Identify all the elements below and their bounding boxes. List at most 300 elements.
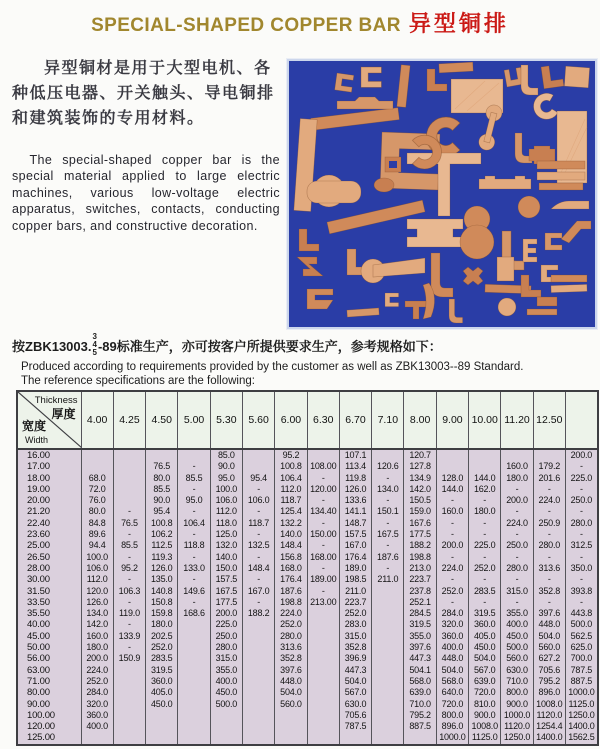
width-cell: 63.00 [17,665,81,676]
table-cell: 625.0 [565,642,597,653]
table-cell: 112.0 [81,574,113,585]
table-cell: 156.8 [275,552,307,563]
table-cell: 106.2 [146,529,178,540]
table-cell: - [436,574,468,585]
table-cell: 225.0 [565,473,597,484]
table-cell: 148.7 [339,518,371,529]
table-cell [146,710,178,721]
table-cell: 443.8 [565,608,597,619]
table-cell: 90.0 [210,461,242,472]
table-cell: 167.6 [404,518,436,529]
table-cell: 125.4 [275,506,307,517]
thickness-header: 11.20 [501,391,533,449]
table-cell: 157.5 [210,574,242,585]
table-cell [178,699,210,710]
table-cell: 1008.0 [469,721,501,732]
table-cell: 148.4 [275,540,307,551]
table-cell: 400.0 [436,642,468,653]
table-cell [178,653,210,664]
width-cell: 21.20 [17,506,81,517]
table-cell: - [178,461,210,472]
table-cell: 283.0 [339,619,371,630]
table-row [17,619,598,630]
table-cell [436,461,468,472]
table-cell: 140.0 [275,529,307,540]
table-cell: 450.0 [501,631,533,642]
width-cell: 35.50 [17,608,81,619]
table-cell: - [436,495,468,506]
table-cell [178,721,210,732]
table-cell: 280.0 [275,631,307,642]
thickness-header: 4.00 [81,391,113,449]
table-cell [113,495,145,506]
thickness-header: 5.60 [242,391,274,449]
table-row [17,461,598,472]
intro-paragraph-english: The special-shaped copper bar is the special material applied to large electric machines, various low-voltage electric apparatus, switches, contacts, conducting copper bars, and constructive decoration. [12,153,280,233]
table-cell [242,665,274,676]
table-cell: - [469,529,501,540]
corner-thickness-en-label: Thickness [34,395,78,406]
table-cell [372,608,404,619]
table-cell: 284.0 [436,608,468,619]
table-cell: 119.0 [113,608,145,619]
table-cell: 630.0 [501,665,533,676]
table-cell: 250.0 [501,540,533,551]
thickness-header: 7.10 [372,391,404,449]
table-cell: - [565,484,597,495]
page-title-english: SPECIAL-SHAPED COPPER BAR [91,15,401,36]
table-cell: 168.0 [275,563,307,574]
table-cell [372,699,404,710]
width-cell: 45.00 [17,631,81,642]
table-cell: 112.0 [275,484,307,495]
table-cell: - [178,574,210,585]
table-cell: 250.0 [210,631,242,642]
width-cell: 25.00 [17,540,81,551]
table-cell [372,676,404,687]
table-cell [178,619,210,630]
table-cell: 720.0 [469,687,501,698]
table-cell: 200.0 [501,495,533,506]
table-cell: 567.0 [339,687,371,698]
table-cell: 144.0 [436,484,468,495]
table-cell: 149.6 [178,586,210,597]
table-cell: 393.8 [565,586,597,597]
table-cell: - [113,642,145,653]
table-cell: 447.3 [404,653,436,664]
table-cell: 189.00 [307,574,339,585]
table-cell [146,449,178,461]
table-cell: 162.0 [469,484,501,495]
table-cell [275,710,307,721]
standard-english-2: The reference specifications are the following: [21,374,255,387]
table-cell: 710.0 [501,676,533,687]
page-title-chinese: 异型铜排 [408,11,509,36]
table-cell: 213.0 [404,563,436,574]
table-cell: 252.1 [404,597,436,608]
width-cell: 56.00 [17,653,81,664]
table-cell: 252.0 [81,676,113,687]
table-cell: 252.0 [275,619,307,630]
table-row [17,552,598,563]
table-cell [307,676,339,687]
table-cell: 177.5 [404,529,436,540]
table-cell: - [436,529,468,540]
table-cell: 132.5 [242,540,274,551]
table-cell: 810.0 [469,699,501,710]
table-cell: 126.0 [81,597,113,608]
table-cell: 352.8 [275,653,307,664]
table-cell [372,653,404,664]
table-cell: 405.0 [469,631,501,642]
table-cell: 95.4 [242,473,274,484]
table-row [17,631,598,642]
table-cell [307,449,339,461]
table-cell: 134.0 [372,484,404,495]
table-cell: - [307,563,339,574]
table-cell [178,687,210,698]
table-cell: 128.0 [436,473,468,484]
table-cell: 120.0 [81,586,113,597]
table-cell: 80.0 [146,473,178,484]
thickness-header: 5.00 [178,391,210,449]
table-cell: 560.0 [501,653,533,664]
copper-bars-photo [287,59,597,329]
table-cell: 118.7 [242,518,274,529]
table-cell: 319.5 [404,619,436,630]
table-cell: - [372,563,404,574]
table-cell: 252.0 [469,563,501,574]
table-cell: 198.8 [275,597,307,608]
table-cell: 107.1 [339,449,371,461]
table-cell: 159.0 [404,506,436,517]
table-cell: 504.0 [533,631,565,642]
table-cell: 639.0 [469,676,501,687]
table-cell: 108.00 [307,461,339,472]
width-cell: 33.50 [17,597,81,608]
table-cell: 560.0 [533,642,565,653]
table-row [17,608,598,619]
table-cell [242,732,274,744]
table-cell: 201.6 [533,473,565,484]
table-cell: 167.0 [339,540,371,551]
table-cell: 106.0 [242,495,274,506]
table-cell: 142.0 [81,619,113,630]
table-cell: - [469,495,501,506]
table-cell: 100.0 [81,552,113,563]
table-cell: 710.0 [404,699,436,710]
table-cell [242,687,274,698]
width-cell: 125.00 [17,732,81,744]
table-cell: 705.6 [533,665,565,676]
table-cell: 168.6 [178,608,210,619]
table-row [17,597,598,608]
table-cell [436,449,468,461]
table-cell: 397.6 [533,608,565,619]
table-cell: 360.0 [146,676,178,687]
table-cell: 68.0 [81,473,113,484]
table-cell: 252.0 [146,642,178,653]
table-row [17,563,598,574]
table-cell: 312.5 [565,540,597,551]
table-corner-cell [17,391,81,449]
table-cell [113,710,145,721]
table-cell: 95.2 [275,449,307,461]
table-row [17,484,598,495]
table-cell: 448.0 [533,619,565,630]
table-cell: 200.0 [565,449,597,461]
table-cell: 84.8 [81,518,113,529]
table-cell: 352.8 [533,586,565,597]
table-row [17,506,598,517]
table-cell [339,732,371,744]
table-cell: - [113,597,145,608]
table-cell: 140.0 [210,552,242,563]
table-cell [307,699,339,710]
table-cell: 252.0 [436,586,468,597]
table-row [17,473,598,484]
width-cell: 40.00 [17,619,81,630]
table-cell: 320.0 [436,619,468,630]
table-cell: 313.6 [275,642,307,653]
table-cell: 106.3 [113,586,145,597]
table-cell: - [533,574,565,585]
table-cell: - [113,552,145,563]
table-cell: 224.0 [533,495,565,506]
table-cell: 132.2 [275,518,307,529]
width-cell: 26.50 [17,552,81,563]
table-row [17,665,598,676]
thickness-header: 4.25 [113,391,145,449]
table-cell: 396.9 [339,653,371,664]
table-cell: - [565,461,597,472]
table-cell: 397.6 [275,665,307,676]
table-cell: 187.6 [275,586,307,597]
table-cell: 400.0 [81,721,113,732]
table-cell: 360.0 [469,619,501,630]
table-cell [307,721,339,732]
table-cell [113,676,145,687]
table-cell [404,732,436,744]
table-cell: 562.5 [565,631,597,642]
table-cell: 447.3 [339,665,371,676]
table-row [17,721,598,732]
table-cell: - [178,597,210,608]
table-cell: 187.6 [372,552,404,563]
table-cell: - [307,586,339,597]
table-row [17,574,598,585]
table-cell: 89.6 [81,529,113,540]
thickness-header: 6.00 [275,391,307,449]
table-cell: 180.0 [81,642,113,653]
table-cell [242,461,274,472]
table-cell: 800.0 [436,710,468,721]
intro-paragraph-chinese: 异型铜材是用于大型电机、各种低压电器、开关触头、导电铜排和建筑装饰的专用材料。 [12,60,275,127]
width-cell: 80.00 [17,687,81,698]
table-cell [469,461,501,472]
table-cell: 1125.0 [565,699,597,710]
table-cell [178,631,210,642]
table-cell [178,732,210,744]
table-cell: 1562.5 [565,732,597,744]
table-cell: 126.0 [339,484,371,495]
table-cell [178,642,210,653]
table-cell: - [372,495,404,506]
table-cell: 167.5 [372,529,404,540]
table-cell: - [372,540,404,551]
table-cell: 150.0 [210,563,242,574]
table-cell: 320.0 [81,699,113,710]
table-cell: 200.0 [436,540,468,551]
table-cell [113,461,145,472]
page-title [0,7,600,38]
thickness-header: 8.00 [404,391,436,449]
table-cell [210,710,242,721]
table-cell [372,449,404,461]
table-cell: 640.0 [436,687,468,698]
table-cell: 250.0 [565,495,597,506]
table-cell: 700.0 [565,653,597,664]
corner-width-zh-label: 宽度 [22,419,47,433]
table-cell: 1125.0 [469,732,501,744]
standard-prefix: 按ZBK13003. [12,338,92,354]
table-cell: 900.0 [501,699,533,710]
table-cell: 504.0 [275,687,307,698]
table-cell: 85.5 [146,484,178,495]
table-cell: 224.0 [81,665,113,676]
table-cell: 352.8 [339,642,371,653]
table-cell: 283.5 [146,653,178,664]
table-cell: 142.0 [404,484,436,495]
table-row [17,676,598,687]
table-cell [307,665,339,676]
table-cell: 350.0 [565,563,597,574]
table-cell: 315.0 [210,653,242,664]
table-cell: 179.2 [533,461,565,472]
table-cell: 76.5 [146,461,178,472]
table-cell: - [469,518,501,529]
width-cell: 22.40 [17,518,81,529]
table-cell: 900.0 [469,710,501,721]
table-cell [81,461,113,472]
table-cell [307,642,339,653]
table-cell: - [565,529,597,540]
table-cell: 627.2 [533,653,565,664]
width-cell: 100.00 [17,710,81,721]
table-cell: 1250.0 [501,732,533,744]
table-cell: 560.0 [275,699,307,710]
table-cell: 504.0 [436,665,468,676]
table-cell: 176.4 [275,574,307,585]
width-cell: 30.00 [17,574,81,585]
table-cell: 504.0 [339,676,371,687]
table-cell: 1120.0 [501,721,533,732]
table-cell: 118.7 [275,495,307,506]
table-cell: 1254.4 [533,721,565,732]
table-cell: 280.0 [565,518,597,529]
table-cell: - [307,473,339,484]
table-cell: 224.0 [501,518,533,529]
table-cell: - [436,552,468,563]
table-cell: - [565,552,597,563]
table-cell: 1120.0 [533,710,565,721]
table-cell: 95.4 [146,506,178,517]
table-cell: 119.3 [146,552,178,563]
table-cell: - [469,552,501,563]
table-cell: 141.1 [339,506,371,517]
table-cell [275,721,307,732]
table-cell: - [307,495,339,506]
table-row [17,586,598,597]
table-cell: 200.0 [210,608,242,619]
table-cell: 144.0 [469,473,501,484]
corner-thickness-zh-label: 厚度 [51,407,76,421]
table-cell: 94.4 [81,540,113,551]
table-cell: - [436,597,468,608]
table-cell [113,721,145,732]
table-row [17,687,598,698]
table-cell [242,676,274,687]
table-cell: - [533,484,565,495]
width-cell: 90.00 [17,699,81,710]
table-cell: 225.0 [210,619,242,630]
table-cell: 896.0 [436,721,468,732]
table-cell: 150.8 [146,597,178,608]
table-cell: 127.8 [404,461,436,472]
table-cell: - [469,597,501,608]
table-cell: 160.0 [81,631,113,642]
table-cell: 360.0 [81,710,113,721]
table-row [17,495,598,506]
table-cell: 795.2 [533,676,565,687]
table-cell: 705.6 [339,710,371,721]
table-cell: 180.0 [469,506,501,517]
table-cell [113,484,145,495]
table-cell [242,710,274,721]
table-cell: 180.0 [146,619,178,630]
table-cell: 177.5 [210,597,242,608]
table-cell [242,721,274,732]
table-cell: 355.0 [404,631,436,642]
table-cell: 100.0 [210,484,242,495]
table-cell: 887.5 [404,721,436,732]
table-cell: - [565,506,597,517]
thickness-header: 10.00 [469,391,501,449]
table-cell [113,473,145,484]
table-cell: 313.6 [533,563,565,574]
table-cell: 224.0 [275,608,307,619]
table-cell [146,721,178,732]
table-cell [242,699,274,710]
thickness-header: 5.30 [210,391,242,449]
table-cell: 150.1 [372,506,404,517]
table-cell: 400.0 [210,676,242,687]
specification-table [16,390,599,746]
table-cell: 85.0 [210,449,242,461]
table-cell: 85.5 [113,540,145,551]
table-cell: - [113,506,145,517]
table-cell: 198.8 [404,552,436,563]
table-cell: 167.0 [242,586,274,597]
table-cell: 118.0 [210,518,242,529]
width-cell: 19.00 [17,484,81,495]
table-cell: 160.0 [501,461,533,472]
table-cell: 1250.0 [565,710,597,721]
table-cell [372,586,404,597]
table-cell: 198.5 [339,574,371,585]
table-cell: - [533,529,565,540]
table-cell: 90.0 [146,495,178,506]
